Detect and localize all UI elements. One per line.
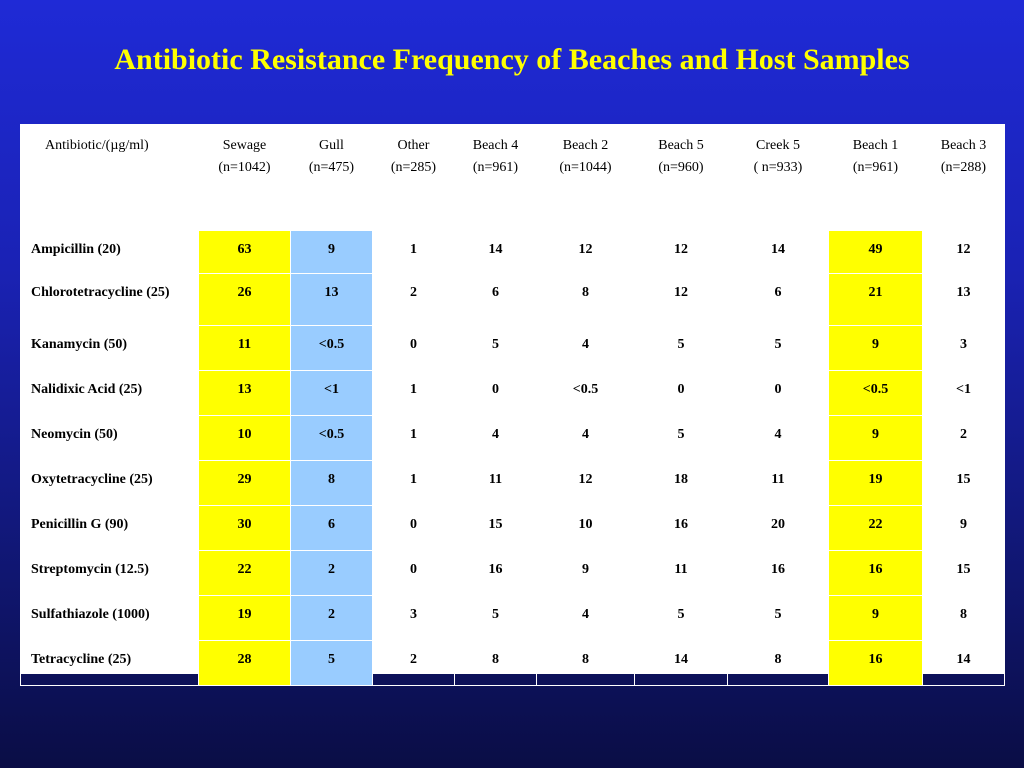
column-sample-size: (n=285) xyxy=(390,160,437,175)
value-cell: 14 xyxy=(635,641,728,686)
value-cell: 8 xyxy=(923,596,1005,641)
column-name: Other xyxy=(397,138,430,153)
antibiotic-name-cell: Sulfathiazole (1000) xyxy=(21,596,199,641)
table-row xyxy=(21,326,1005,371)
column-sample-size: (n=1042) xyxy=(218,160,271,175)
column-name: Beach 1 xyxy=(852,138,899,153)
value-cell: 13 xyxy=(923,274,1005,326)
value-cell: 20 xyxy=(728,506,829,551)
value-cell: 4 xyxy=(537,416,635,461)
value-cell: 6 xyxy=(291,506,373,551)
value-cell: 11 xyxy=(728,461,829,506)
table-header-row xyxy=(21,125,1005,231)
value-cell: 12 xyxy=(537,461,635,506)
column-header-beach-1 xyxy=(829,125,923,231)
value-cell: 9 xyxy=(537,551,635,596)
value-cell: 4 xyxy=(728,416,829,461)
value-cell: 10 xyxy=(199,416,291,461)
table-row xyxy=(21,274,1005,326)
value-cell: 2 xyxy=(373,641,455,686)
value-cell: 12 xyxy=(537,231,635,274)
resistance-table xyxy=(20,124,1005,686)
value-cell: 15 xyxy=(923,461,1005,506)
value-cell: 11 xyxy=(635,551,728,596)
value-cell: 6 xyxy=(455,274,537,326)
slide-title: Antibiotic Resistance Frequency of Beaches and Host Samples xyxy=(114,43,910,76)
value-cell: 12 xyxy=(635,231,728,274)
value-cell: 28 xyxy=(199,641,291,686)
table-row xyxy=(21,506,1005,551)
value-cell: 2 xyxy=(373,274,455,326)
column-header-beach-2 xyxy=(537,125,635,231)
table-row xyxy=(21,641,1005,686)
value-cell: 13 xyxy=(199,371,291,416)
column-header-creek-5 xyxy=(728,125,829,231)
value-cell: 11 xyxy=(199,326,291,371)
value-cell: <0.5 xyxy=(829,371,923,416)
value-cell: 0 xyxy=(728,371,829,416)
value-cell: 1 xyxy=(373,461,455,506)
value-cell: 5 xyxy=(728,326,829,371)
value-cell: 4 xyxy=(537,326,635,371)
column-sample-size: (n=961) xyxy=(472,160,519,175)
column-header-beach-5 xyxy=(635,125,728,231)
column-sample-size: (n=960) xyxy=(658,160,704,175)
value-cell: 6 xyxy=(728,274,829,326)
column-sample-size: (n=475) xyxy=(308,160,355,175)
value-cell: 26 xyxy=(199,274,291,326)
antibiotic-column-header: Antibiotic/(µg/ml) xyxy=(21,125,199,231)
value-cell: 8 xyxy=(728,641,829,686)
value-cell: 1 xyxy=(373,416,455,461)
antibiotic-name-cell: Kanamycin (50) xyxy=(21,326,199,371)
value-cell: 12 xyxy=(923,231,1005,274)
value-cell: 14 xyxy=(455,231,537,274)
value-cell: 5 xyxy=(635,596,728,641)
value-cell: 3 xyxy=(373,596,455,641)
table-row xyxy=(21,416,1005,461)
value-cell: 9 xyxy=(829,596,923,641)
value-cell: 2 xyxy=(923,416,1005,461)
column-header-other xyxy=(373,125,455,231)
column-header-beach-3 xyxy=(923,125,1005,231)
value-cell: 5 xyxy=(455,326,537,371)
value-cell: 30 xyxy=(199,506,291,551)
value-cell: 16 xyxy=(829,641,923,686)
value-cell: 14 xyxy=(923,641,1005,686)
value-cell: 4 xyxy=(537,596,635,641)
value-cell: 0 xyxy=(373,551,455,596)
value-cell: <1 xyxy=(291,371,373,416)
column-sample-size: (n=1044) xyxy=(559,160,612,175)
table-row xyxy=(21,461,1005,506)
value-cell: 19 xyxy=(829,461,923,506)
value-cell: 5 xyxy=(291,641,373,686)
value-cell: 9 xyxy=(829,416,923,461)
value-cell: 14 xyxy=(728,231,829,274)
value-cell: 1 xyxy=(373,371,455,416)
value-cell: 3 xyxy=(923,326,1005,371)
value-cell: 0 xyxy=(373,326,455,371)
column-name: Gull xyxy=(319,138,344,153)
antibiotic-name-cell: Streptomycin (12.5) xyxy=(21,551,199,596)
resistance-table-container xyxy=(20,124,1004,674)
table-row xyxy=(21,551,1005,596)
value-cell: 12 xyxy=(635,274,728,326)
antibiotic-name-cell: Tetracycline (25) xyxy=(21,641,199,686)
table-body xyxy=(21,231,1005,686)
value-cell: 16 xyxy=(455,551,537,596)
value-cell: 9 xyxy=(291,231,373,274)
value-cell: 5 xyxy=(635,416,728,461)
table-row xyxy=(21,596,1005,641)
value-cell: 22 xyxy=(829,506,923,551)
value-cell: 22 xyxy=(199,551,291,596)
value-cell: 8 xyxy=(537,274,635,326)
column-header-beach-4 xyxy=(455,125,537,231)
column-sample-size: (n=961) xyxy=(852,160,899,175)
antibiotic-name-cell: Penicillin G (90) xyxy=(21,506,199,551)
column-name: Beach 3 xyxy=(940,138,987,153)
value-cell: 10 xyxy=(537,506,635,551)
antibiotic-name-cell: Ampicillin (20) xyxy=(21,231,199,274)
value-cell: <0.5 xyxy=(291,416,373,461)
value-cell: 8 xyxy=(455,641,537,686)
column-name: Creek 5 xyxy=(756,138,800,153)
column-name: Beach 4 xyxy=(472,138,519,153)
antibiotic-name-cell: Nalidixic Acid (25) xyxy=(21,371,199,416)
value-cell: 18 xyxy=(635,461,728,506)
value-cell: <0.5 xyxy=(291,326,373,371)
table-row xyxy=(21,231,1005,274)
table-row xyxy=(21,371,1005,416)
value-cell: 5 xyxy=(455,596,537,641)
value-cell: 19 xyxy=(199,596,291,641)
value-cell: 2 xyxy=(291,596,373,641)
value-cell: <1 xyxy=(923,371,1005,416)
value-cell: 0 xyxy=(455,371,537,416)
value-cell: 8 xyxy=(537,641,635,686)
value-cell: 5 xyxy=(635,326,728,371)
column-sample-size: (n=288) xyxy=(940,160,987,175)
value-cell: 9 xyxy=(829,326,923,371)
value-cell: 16 xyxy=(635,506,728,551)
value-cell: 16 xyxy=(829,551,923,596)
antibiotic-name-cell: Neomycin (50) xyxy=(21,416,199,461)
value-cell: 0 xyxy=(373,506,455,551)
value-cell: 15 xyxy=(923,551,1005,596)
value-cell: 21 xyxy=(829,274,923,326)
column-header-gull xyxy=(291,125,373,231)
antibiotic-name-cell: Oxytetracycline (25) xyxy=(21,461,199,506)
value-cell: 2 xyxy=(291,551,373,596)
antibiotic-name-cell: Chlorotetracycline (25) xyxy=(21,274,199,326)
value-cell: 49 xyxy=(829,231,923,274)
value-cell: <0.5 xyxy=(537,371,635,416)
value-cell: 0 xyxy=(635,371,728,416)
column-name: Beach 2 xyxy=(562,138,609,153)
column-sample-size: ( n=933) xyxy=(753,160,803,175)
value-cell: 11 xyxy=(455,461,537,506)
value-cell: 63 xyxy=(199,231,291,274)
value-cell: 8 xyxy=(291,461,373,506)
value-cell: 9 xyxy=(923,506,1005,551)
column-header-sewage xyxy=(199,125,291,231)
value-cell: 15 xyxy=(455,506,537,551)
value-cell: 16 xyxy=(728,551,829,596)
value-cell: 4 xyxy=(455,416,537,461)
column-name: Sewage xyxy=(222,138,267,153)
column-name: Beach 5 xyxy=(658,138,704,153)
value-cell: 5 xyxy=(728,596,829,641)
value-cell: 29 xyxy=(199,461,291,506)
value-cell: 13 xyxy=(291,274,373,326)
value-cell: 1 xyxy=(373,231,455,274)
